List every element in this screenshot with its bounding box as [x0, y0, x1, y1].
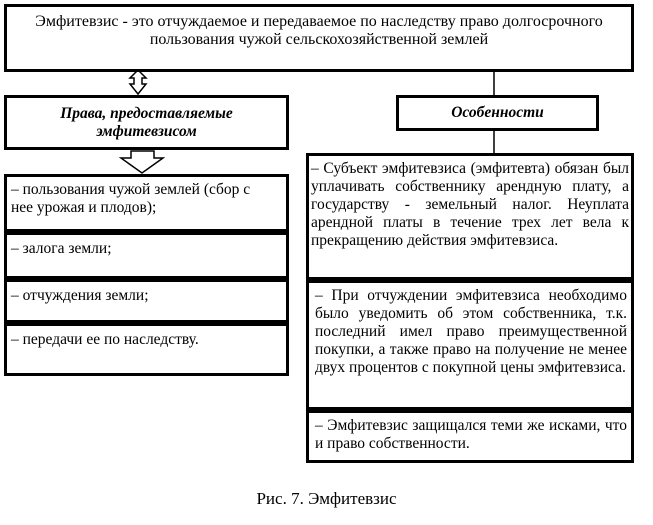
features-item — [306, 280, 634, 410]
rights-item-text: – отчуждения земли; — [11, 287, 149, 304]
rights-item — [4, 279, 289, 323]
rights-item-text: – пользования чужой землей (сбор с нее урожая и плодов); — [11, 181, 251, 216]
rights-item — [4, 232, 289, 279]
rights-item — [4, 174, 289, 232]
rights-header-box — [4, 95, 289, 150]
definition-text: Эмфитевзис - это отчуждаемое и передаваемое по наследству право долгосрочного пользования чужой сельскохозяйственной землей — [35, 13, 603, 48]
rights-item — [4, 323, 289, 376]
rights-item-text: – залога земли; — [11, 240, 112, 257]
features-item — [306, 153, 634, 280]
down-arrow-icon — [121, 151, 163, 173]
figure-caption: Рис. 7. Эмфитевзис — [256, 489, 397, 508]
rights-item-text: – передачи ее по наследству. — [11, 331, 199, 348]
features-item-text: – Эмфитевзис защищался теми же исками, что и право собственности. — [315, 417, 627, 452]
double-arrow-icon — [130, 70, 146, 94]
features-header-text: Особенности — [451, 104, 544, 121]
features-item-text: – Субъект эмфитевзиса (эмфитевта) обязан был уплачивать собственнику арендную плату, а государству - земельный налог. Неуплата арендной платы в течение трех лет вела к прекращению действия эмфитевзиса. — [311, 160, 629, 249]
rights-header-text: Права, предоставляемые эмфитевзисом — [60, 105, 233, 140]
features-item — [306, 410, 634, 463]
definition-box — [4, 4, 634, 72]
features-header-box — [396, 95, 599, 131]
features-item-text: – При отчуждении эмфитевзиса необходимо было уведомить об этом собственника, т.к. последний имел право преимущественной покупки, а также право на получение не менее двух процентов с покупной цены эмфитевзиса. — [315, 287, 627, 376]
